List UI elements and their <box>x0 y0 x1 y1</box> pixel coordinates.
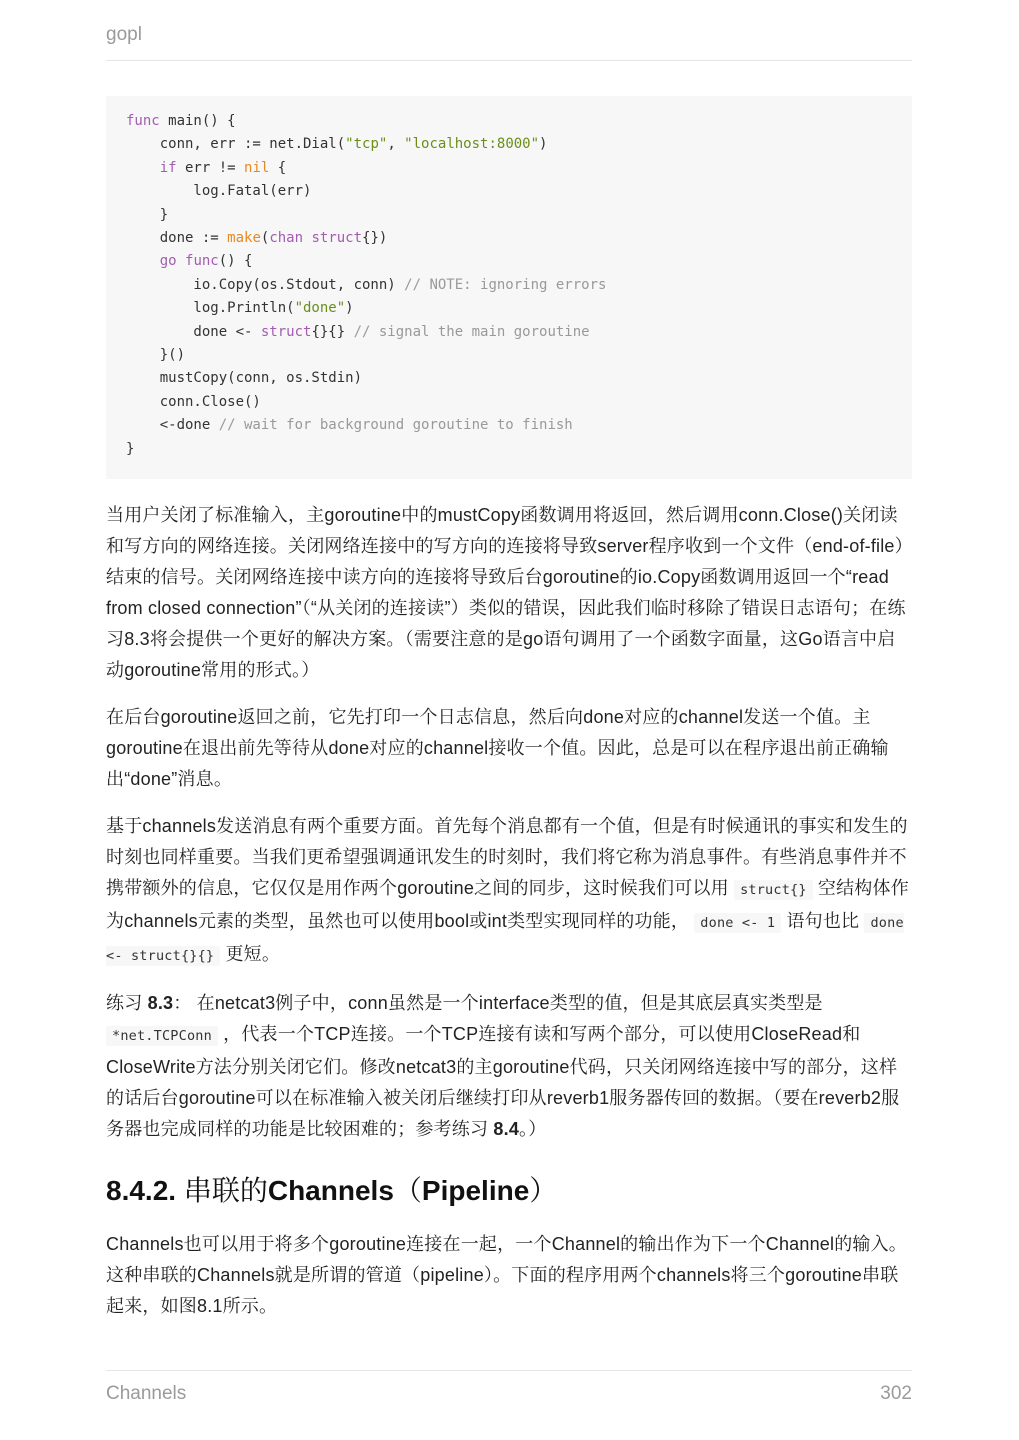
book-title: gopl <box>106 24 142 45</box>
code-string: "localhost:8000" <box>404 136 540 153</box>
text-run: 空结构体作为channels元素的类型，虽然也可以使用bool或int类型实现同样的功能， <box>106 878 909 931</box>
code-token: { <box>269 159 287 176</box>
code-token: {}) <box>362 230 388 247</box>
code-token: <-done <box>126 417 219 434</box>
code-listing <box>126 110 892 461</box>
code-comment: // signal the main goroutine <box>353 323 590 340</box>
text-run: 基于channels发送消息有两个重要方面。首先每个消息都有一个值，但是有时候通讯的事实和发生的时刻也同样重要。当我们更希望强调通讯发生的时刻时，我们将它称为消息事件。有些消息事件并不携带额外的信息，它仅仅是用作两个goroutine之间的同步，这时候我们可以用 <box>106 816 908 898</box>
code-token: main() { <box>159 113 236 129</box>
code-token <box>177 253 185 269</box>
code-token: conn.Close() <box>126 393 261 410</box>
code-comment: // wait for background goroutine to finish <box>218 417 573 434</box>
code-token: log.Fatal(err) <box>126 183 312 200</box>
exercise-number: 8.3 <box>147 993 174 1013</box>
code-token: err != <box>176 159 245 176</box>
code-string: "done" <box>294 300 346 317</box>
page-number: 302 <box>880 1383 912 1404</box>
main-content <box>106 500 912 1338</box>
code-token: }() <box>126 347 186 364</box>
code-builtin: make <box>227 230 261 247</box>
code-literal: nil <box>244 159 270 176</box>
paragraph-message-events <box>106 811 912 972</box>
code-keyword: chan <box>269 230 304 247</box>
code-token: ) <box>345 300 354 317</box>
text-run: 更短。 <box>225 944 281 964</box>
code-keyword: go <box>126 253 177 270</box>
inline-code: done <- 1 <box>694 913 781 933</box>
exercise-colon: ： <box>173 993 192 1013</box>
code-block <box>106 96 912 479</box>
paragraph-stdin-close: 当用户关闭了标准输入，主goroutine中的mustCopy函数调用将返回，然后调用conn.Close()关闭读和写方向的网络连接。关闭网络连接中的写方向的连接将导致server程序收到一个文件（end-of-file）结束的信号。关闭网络连接中读方向的连接将导致后台goroutine的io.Copy函数调用返回一个“read from closed connection”（“从关闭的连接读”）类似的错误，因此我们临时移除了错误日志语句；在练习8.3将会提供一个更好的解决方案。（需要注意的是go语句调用了一个函数字面量，这Go语言中启动goroutine常用的形式。） <box>106 505 906 680</box>
paragraph-exercise-8-3 <box>106 988 912 1145</box>
code-token: () { <box>218 253 253 270</box>
exercise-reference: 8.4 <box>493 1119 520 1139</box>
code-token: } <box>126 440 135 457</box>
code-token: , <box>387 136 405 153</box>
section-heading-cjk: 串联的 <box>183 1175 268 1206</box>
code-token: conn, err := net.Dial( <box>126 136 346 153</box>
text-run: 语句也比 <box>786 911 860 931</box>
inline-code: done <- struct{}{} <box>106 915 904 964</box>
code-token: log.Println( <box>126 300 295 317</box>
text-run: ，代表一个TCP连接。一个TCP连接有读和写两个部分，可以使用CloseRead和CloseWrite方法分别关闭它们。修改netcat3的主goroutine代码，只关闭网络连接中写的部分，这样的话后台goroutine可以在标准输入被关闭后继续打印从reverb1服务器传回的数据。（要在reverb2服务器也完成同样的功能是比较困难的；参考练习 <box>106 1024 900 1139</box>
paragraph-done-message: 在后台goroutine返回之前，它先打印一个日志信息，然后向done对应的channel发送一个值。主goroutine在退出前先等待从done对应的channel接收一个值。因此，总是可以在程序退出前正确输出“done”消息。 <box>106 707 889 789</box>
inline-code: struct{} <box>734 880 813 900</box>
code-token: ( <box>260 230 270 247</box>
code-string: "tcp" <box>345 136 388 153</box>
chapter-name: Channels <box>106 1383 187 1404</box>
section-paren-open: （ <box>393 1175 422 1206</box>
code-token: done := <box>126 230 228 247</box>
text-run: 。） <box>519 1119 547 1139</box>
page-footer <box>106 1370 912 1420</box>
code-token: io.Copy(os.Stdout, conn) <box>126 276 405 293</box>
section-heading <box>106 1171 912 1211</box>
code-token: done <- <box>126 323 261 340</box>
code-keyword: struct <box>260 323 312 340</box>
section-subtitle: Pipeline <box>421 1175 530 1206</box>
code-token: func <box>126 113 160 129</box>
code-token: mustCopy(conn, os.Stdin) <box>126 370 363 387</box>
code-token: {}{} <box>311 323 354 340</box>
code-keyword: struct <box>311 230 363 247</box>
section-paren-close: ） <box>529 1175 558 1206</box>
code-keyword: func <box>185 253 219 270</box>
code-comment: // NOTE: ignoring errors <box>404 276 607 293</box>
code-token: } <box>126 206 169 223</box>
paragraph-pipeline-intro: Channels也可以用于将多个goroutine连接在一起，一个Channel的输出作为下一个Channel的输入。这种串联的Channels就是所谓的管道（pipeline）。下面的程序用两个channels将三个goroutine串联起来，如图8.1所示。 <box>106 1234 908 1316</box>
section-title: Channels <box>267 1175 394 1206</box>
text-run: 在netcat3例子中，conn虽然是一个interface类型的值，但是其底层真实类型是 <box>196 993 823 1013</box>
code-token: ) <box>539 136 548 153</box>
exercise-label: 练习 <box>106 993 143 1013</box>
section-number: 8.4.2. <box>106 1175 177 1206</box>
code-keyword: if <box>126 159 177 176</box>
page-header <box>106 24 912 61</box>
inline-code: *net.TCPConn <box>106 1026 218 1046</box>
